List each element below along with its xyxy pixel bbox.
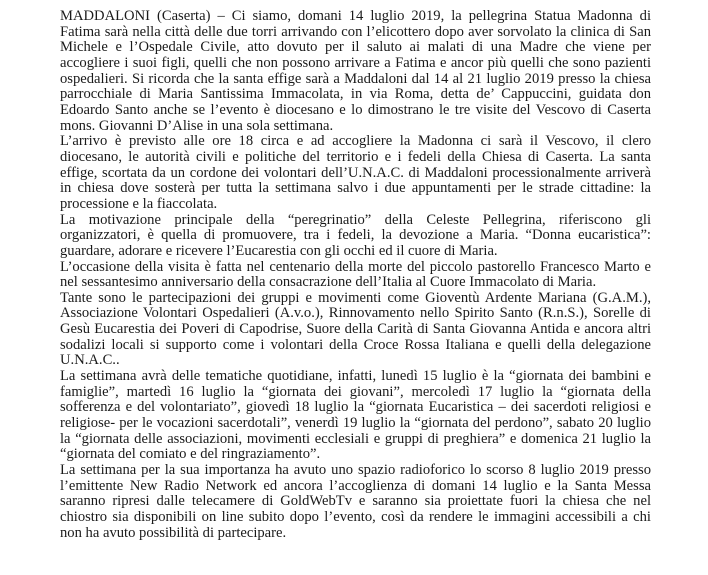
text-line: processione e la fiaccolata. xyxy=(60,195,218,212)
text-line: Edoardo Santo anche se l’evento è diocesano e lo dimostrano le tre visite del Vescovo di Caserta xyxy=(60,101,651,118)
text-line: nel sessantesimo anniversario della consacrazione dell’Italia al Cuore Immacolato di Maria. xyxy=(60,274,597,291)
text-line: L’arrivo è previsto alle ore 18 circa e ad accogliere la Madonna ci sarà il Vescovo, il clero xyxy=(60,133,651,150)
text-line: accogliere i suoi figli, quelli che non possono arrivare a Fatima e ancor più quelli che sono pazienti xyxy=(60,54,651,71)
paragraph xyxy=(60,134,651,212)
text-line: Tante sono le partecipazioni dei gruppi e movimenti come Gioventù Ardente Mariana (G.A.M.), xyxy=(60,289,651,306)
text-line: parrocchiale di Maria Santissima Immacolata, in via Roma, detta de’ Cappuccini, guidata don xyxy=(60,86,651,103)
text-line: La motivazione principale della “peregrinatio” della Celeste Pellegrina, riferiscono gli xyxy=(60,211,651,228)
text-line: L’occasione della visita è fatta nel centenario della morte del piccolo pastorello Francesco Marto e xyxy=(60,258,651,275)
text-line: saranno ripresi dalle telecamere di GoldWebTv e saranno sia proiettate fuori la chiesa che nel xyxy=(60,493,651,510)
text-line: La settimana per la sua importanza ha avuto uno spazio radioforico lo scorso 8 luglio 2019 presso xyxy=(60,462,651,479)
text-line: famiglie”, martedì 16 luglio la “giornata dei giovani”, mercoledì 17 luglio la “giornata della xyxy=(60,383,651,400)
text-line: in chiesa dove sosterà per tutta la settimana salvo i due appuntamenti per le strade cittadine: la xyxy=(60,180,651,197)
text-line: Michele e l’Ospedale Civile, atto dovuto per il saluto ai malati di una Madre che viene per xyxy=(60,39,651,56)
paragraph xyxy=(60,463,651,541)
paragraph xyxy=(60,9,651,134)
text-line: guardare, adorare e ricevere l’Eucarestia con gli occhi ed il cuore di Maria. xyxy=(60,242,498,259)
text-line: sofferenza e del volontariato”, giovedì 18 luglio la “giornata Eucaristica – dei sacerdoti religiosi e xyxy=(60,399,651,416)
text-line: La settimana avrà delle tematiche quotidiane, infatti, lunedì 15 luglio è la “giornata dei bambini e xyxy=(60,368,651,385)
text-line: diocesano, le autorità civili e politiche del territorio e i fedeli della Chiesa di Caserta. La santa xyxy=(60,148,651,165)
paragraph xyxy=(60,369,651,463)
text-line: effige, scortata da un cordone dei volontari dell’U.N.A.C. di Maddaloni processionalmente arriverà xyxy=(60,164,651,181)
text-line: U.N.A.C.. xyxy=(60,352,120,369)
text-line: religiose- per le vocazioni sacerdotali”, venerdì 19 luglio la “giornata del perdono”, sabato 20 luglio xyxy=(60,415,651,432)
text-line: mons. Giovanni D’Alise in una sola settimana. xyxy=(60,117,334,134)
text-line: “giornata del comiato e del ringraziamento”. xyxy=(60,446,321,463)
text-line: MADDALONI (Caserta) – Ci siamo, domani 14 luglio 2019, la pellegrina Statua Madonna di xyxy=(60,8,651,24)
text-line: non ha avuto possibilità di partecipare. xyxy=(60,524,287,541)
text-line: chiostro sia disponibili on line subito dopo l’evento, così da rendere le immagini accessibili a chi xyxy=(60,509,651,525)
text-line: sodalizi locali si supporto come i volontari della Croce Rossa Italiana e quelli della delegazione xyxy=(60,336,651,353)
text-line: ospedalieri. Si ricorda che la santa effige sarà a Maddaloni dal 14 al 21 luglio 2019 presso la chiesa xyxy=(60,70,651,87)
text-line: Fatima sarà nella città delle due torri arrivando con l’elicottero dopo aver sorvolato la clinica di San xyxy=(60,23,651,40)
paragraph xyxy=(60,291,651,369)
text-line: Associazione Volontari Ospedalieri (A.v.o.), Rinnovamento nello Spirito Santo (R.n.S.), Sorelle di xyxy=(60,305,651,322)
paragraph xyxy=(60,213,651,260)
text-line: organizzatori, è quella di promuovere, tra i fedeli, la devozione a Maria. “Donna eucaristica”: xyxy=(60,227,651,244)
article-body xyxy=(60,9,651,541)
text-line: Gesù Eucarestia dei Poveri di Capodrise, Suore della Carità di Santa Giovanna Antida e ancora altri xyxy=(60,321,651,338)
text-line: l’emittente New Radio Network ed ancora l’accoglienza di domani 14 luglio e la Santa Messa xyxy=(60,477,651,494)
text-line: la “giornata delle associazioni, movimenti ecclesiali e gruppi di preghiera” e domenica 21 luglio la xyxy=(60,430,651,447)
paragraph xyxy=(60,260,651,291)
